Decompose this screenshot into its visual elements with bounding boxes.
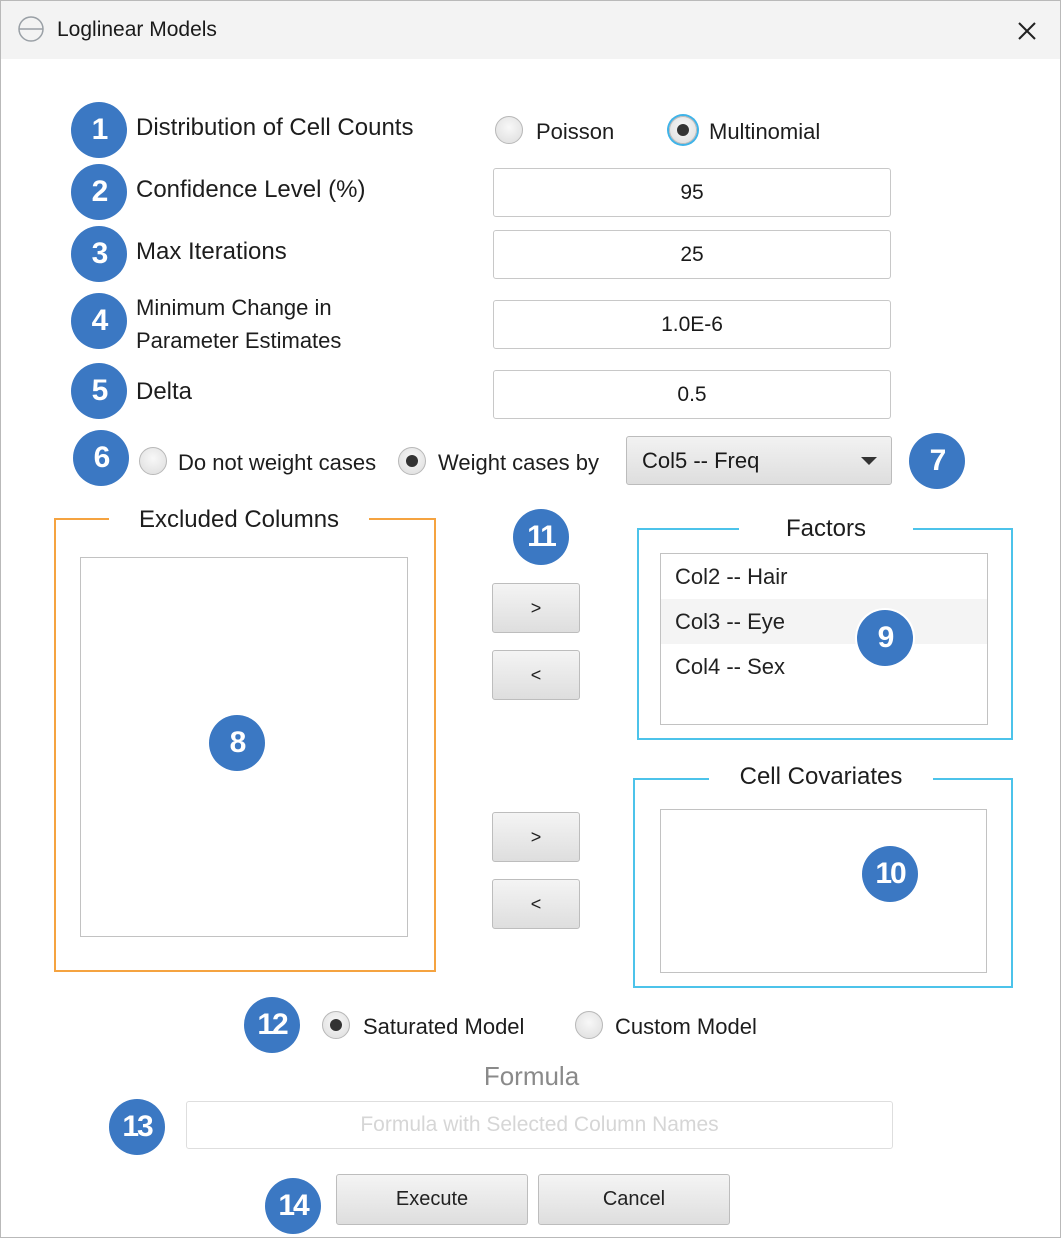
poisson-label[interactable]: Poisson: [536, 119, 615, 144]
list-item[interactable]: Col2 -- Hair: [675, 564, 788, 589]
callout-badge-4: 4: [71, 293, 127, 349]
weight-by-radio[interactable]: [398, 447, 426, 475]
excluded-columns-title: Excluded Columns: [109, 506, 369, 534]
custom-model-label[interactable]: Custom Model: [615, 1014, 757, 1039]
confidence-label: Confidence Level (%): [136, 176, 366, 203]
remove-covariate-button[interactable]: <: [492, 879, 580, 929]
cell-covariates-list[interactable]: [660, 809, 987, 973]
distribution-label: Distribution of Cell Counts: [136, 114, 414, 141]
title-bar: [1, 1, 1060, 59]
close-icon[interactable]: [1017, 21, 1037, 41]
confidence-input[interactable]: 95: [493, 168, 891, 217]
callout-badge-11: 11: [513, 509, 569, 565]
no-weight-label[interactable]: Do not weight cases: [178, 450, 377, 475]
list-item[interactable]: Col4 -- Sex: [675, 654, 786, 679]
factors-list[interactable]: [660, 553, 988, 725]
custom-model-radio[interactable]: [575, 1011, 603, 1039]
callout-badge-14: 14: [265, 1178, 321, 1234]
cell-covariates-title: Cell Covariates: [709, 763, 933, 791]
min-change-label-line2: Parameter Estimates: [136, 328, 342, 353]
callout-badge-13: 13: [109, 1099, 165, 1155]
add-factor-button[interactable]: >: [492, 583, 580, 633]
multinomial-radio[interactable]: [669, 116, 697, 144]
callout-badge-3: 3: [71, 226, 127, 282]
callout-badge-1: 1: [71, 102, 127, 158]
max-iterations-label: Max Iterations: [136, 238, 287, 265]
add-covariate-button[interactable]: >: [492, 812, 580, 862]
callout-badge-9: 9: [857, 610, 913, 666]
callout-badge-8: 8: [209, 715, 265, 771]
close-button[interactable]: [1005, 11, 1049, 51]
app-logo-icon: [17, 15, 45, 43]
weight-by-label[interactable]: Weight cases by: [438, 450, 600, 475]
execute-button[interactable]: Execute: [336, 1174, 528, 1225]
remove-factor-button[interactable]: <: [492, 650, 580, 700]
max-iterations-input[interactable]: 25: [493, 230, 891, 279]
callout-badge-6: 6: [73, 430, 129, 486]
callout-badge-10: 10: [862, 846, 918, 902]
no-weight-radio[interactable]: [139, 447, 167, 475]
cancel-button[interactable]: Cancel: [538, 1174, 730, 1225]
delta-input[interactable]: 0.5: [493, 370, 891, 419]
callout-badge-12: 12: [244, 997, 300, 1053]
callout-badge-7: 7: [909, 433, 965, 489]
formula-input[interactable]: Formula with Selected Column Names: [186, 1101, 893, 1149]
min-change-label-line1: Minimum Change in: [136, 295, 332, 320]
weight-column-dropdown[interactable]: [626, 436, 892, 485]
poisson-radio[interactable]: [495, 116, 523, 144]
multinomial-label[interactable]: Multinomial: [709, 119, 821, 144]
chevron-down-icon: [861, 457, 877, 465]
window-title: Loglinear Models: [57, 18, 217, 41]
factors-title: Factors: [739, 515, 913, 543]
saturated-model-label[interactable]: Saturated Model: [363, 1014, 525, 1039]
list-item[interactable]: Col3 -- Eye: [661, 599, 987, 644]
delta-label: Delta: [136, 378, 193, 405]
min-change-input[interactable]: 1.0E-6: [493, 300, 891, 349]
callout-badge-2: 2: [71, 164, 127, 220]
weight-column-value: Col5 -- Freq: [642, 448, 760, 473]
formula-label: Formula: [483, 1061, 580, 1091]
callout-badge-5: 5: [71, 363, 127, 419]
saturated-model-radio[interactable]: [322, 1011, 350, 1039]
